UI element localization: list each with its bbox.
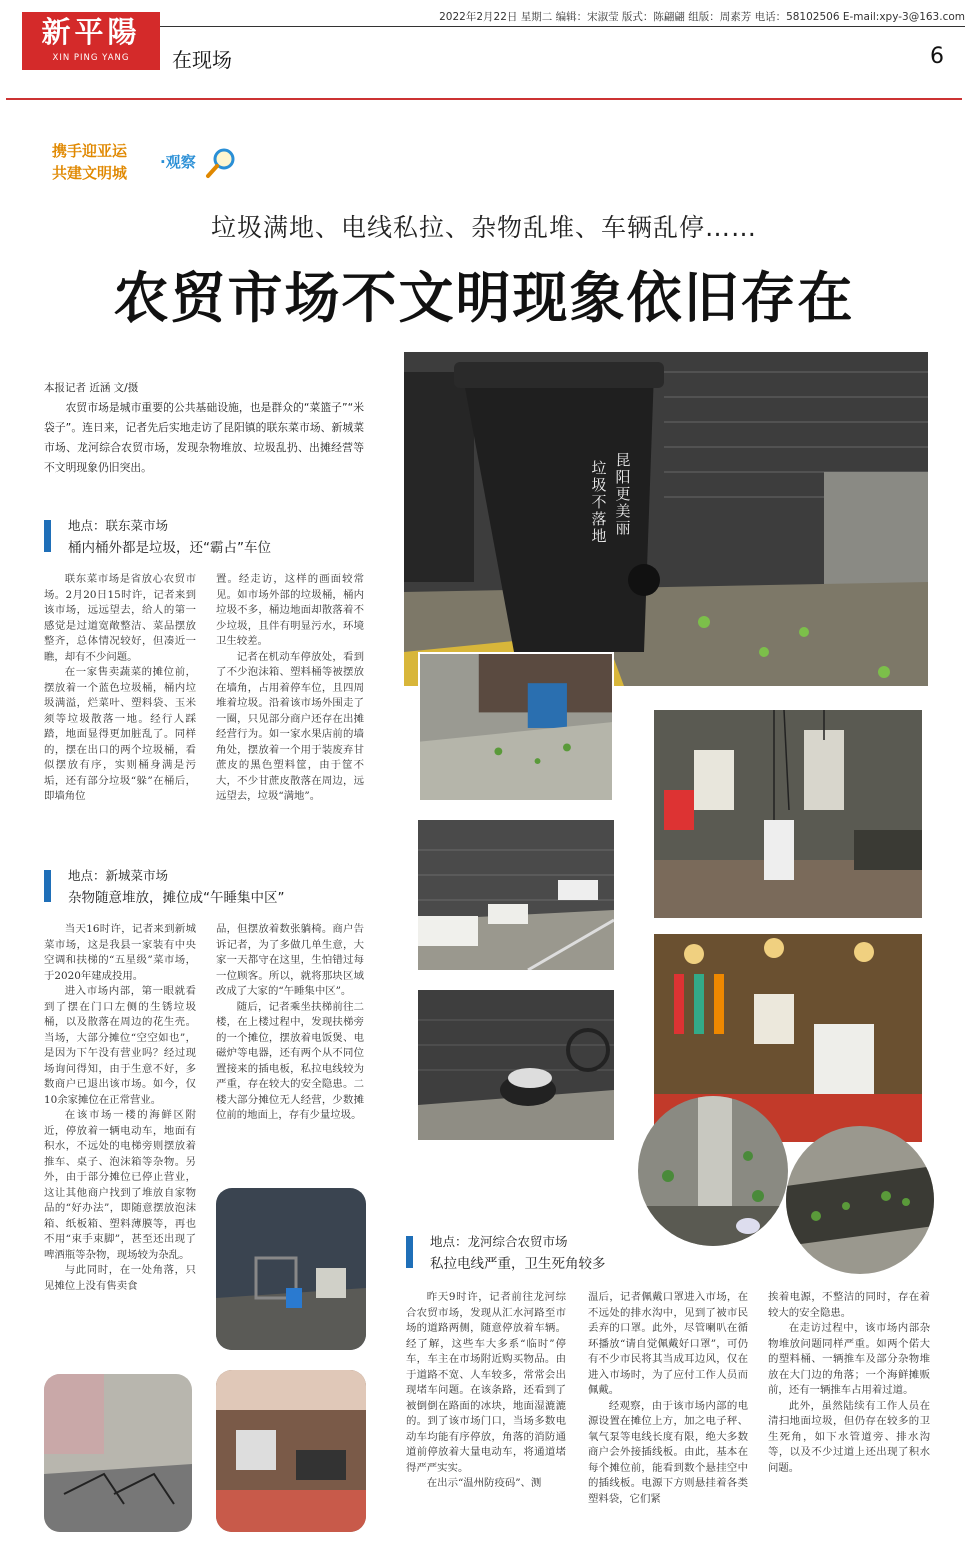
column-longhe-2	[588, 1290, 748, 1507]
paragraph: 在出示“温州防疫码”、测	[426, 1477, 542, 1489]
photo-foam-boxes	[418, 820, 614, 970]
subhead-bar	[44, 870, 51, 902]
column-xincheng-2	[216, 922, 364, 1124]
paragraph: 进入市场内部，第一眼就看到了摆在门口左侧的生锈垃圾桶，以及散落在周边的花生壳。当场，大部分摊位“空空如也”，是因为下午没有营业吗？经过现场询问得知，由于生意不好，多数商户已退出该市场。如今，仅10余家摊位在正常营业。	[44, 985, 196, 1106]
newspaper-logo	[22, 12, 160, 70]
photo-blue-bin	[418, 652, 614, 802]
paragraph: 挨着电源，不整洁的同时，存在着较大的安全隐患。	[768, 1291, 930, 1319]
subhead-xincheng	[44, 866, 364, 906]
logo-title: 新平陽	[41, 15, 141, 49]
photo-trash-bins	[404, 352, 928, 686]
subhead-title: 桶内桶外都是垃圾，还“霸占”车位	[68, 540, 271, 556]
photo-hanging-wires	[654, 710, 922, 918]
column-xincheng-1	[44, 922, 196, 1294]
photo-drain-pipe	[638, 1096, 788, 1246]
paragraph: 记者在机动车停放处，看到了不少泡沫箱、塑料桶等被摆放在墙角，占用着停车位，且四周堆着垃圾。沿着该市场外围走了一圈，只见部分商户还存在出摊经营行为。如一家水果店前的墙角处，摆放着一个用于装废弃甘蔗皮的黑色塑料筐，由于筐不大，不少甘蔗皮散落在周边，远远望去，垃圾“满地”。	[216, 650, 364, 802]
badge-line-2: 共建文明城	[52, 164, 128, 182]
photo-drain-ditch	[786, 1126, 934, 1274]
byline: 本报记者 近涵 文/摄	[44, 382, 139, 394]
header-rule	[160, 26, 965, 27]
subhead-longhe	[406, 1232, 706, 1272]
badge-line-1: 携手迎亚运	[52, 142, 128, 160]
paragraph: 随后，记者乘坐扶梯前往二楼，在上楼过程中，发现扶梯旁的一个摊位，摆放着电饭煲、电磁炉等电器，还有两个从不同位置接来的插电板，私拉电线较为严重，存在较大的安全隐患。二楼大部分摊位无人经营，少数摊位前的地面上，存有少量垃圾。	[216, 1000, 364, 1121]
column-liandong-2	[216, 572, 364, 805]
subhead-title: 杂物随意堆放，摊位成“午睡集中区”	[68, 890, 285, 906]
subhead-liandong	[44, 516, 364, 556]
paragraph: 在走访过程中，该市场内部杂物堆放问题同样严重。如两个偌大的塑料桶、一辆推车及部分杂物堆放在大门边的角落；一个海鲜摊贩前，还有一辆推车占用着过道。	[768, 1322, 930, 1396]
bin-label-2: 昆阳更美丽	[615, 451, 631, 537]
campaign-badge	[36, 134, 246, 194]
subhead-location: 地点：龙河综合农贸市场	[430, 1234, 568, 1249]
column-longhe-1	[406, 1290, 566, 1492]
paragraph: 在该市场一楼的海鲜区附近，停放着一辆电动车，地面有积水，不远处的电梯旁则摆放着推车、桌子、泡沫箱等杂物。另外，由于部分摊位已停止营业，这让其他商户找到了堆放自家物品的“好办法”，即随意摆放泡沫箱、纸板箱、塑料薄膜等，再也不用“束手束脚”，甚至还出现了啤酒瓶等杂物，现场较为杂乱。	[44, 1109, 196, 1261]
headline: 农贸市场不文明现象依旧存在	[113, 266, 855, 330]
paragraph: 与此同时，在一处角落，只见摊位上没有售卖食	[44, 1264, 196, 1292]
paragraph: 品，但摆放着数张躺椅。商户告诉记者，为了多做几单生意，大家一天都守在这里，生怕错过每一位顾客。所以，就将那块区域改成了大家的“午睡集中区”。	[216, 923, 364, 997]
column-liandong-1	[44, 572, 196, 805]
subhead-title: 私拉电线严重，卫生死角较多	[430, 1256, 606, 1272]
paragraph: 昨天9时许，记者前往龙河综合农贸市场，发现从汇水河路至市场的道路两侧，随意停放着车辆。经了解，这些车大多系“临时”停车，车主在市场附近购买物品。由于道路不宽、人车较多，常常会出现堵车问题。在该条路，还看到了被倒倒在路面的冰块，地面湿漉漉的。到了该市场门口，当场多数电动车均能有序停放，角落的消防通道前停放着大量电动车，将通道堵得严严实实。	[406, 1291, 566, 1474]
paragraph: 此外，虽然陆续有工作人员在清扫地面垃圾，但仍存在较多的卫生死角，如下水管道旁、排水沟等，以及不少过道上还出现了积水问题。	[768, 1399, 930, 1474]
paragraph: 联东菜市场是省放心农贸市场。2月20日15时许，记者来到该市场，远远望去，给人的第一感觉是过道宽敞整洁、菜品摆放整齐，总体情况较好，但凑近一瞧，却有不少问题。	[44, 573, 196, 663]
paragraph: 在一家售卖蔬菜的摊位前，摆放着一个蓝色垃圾桶，桶内垃圾满溢，烂菜叶、塑料袋、玉米须等垃圾散落一地。经行人踩踏，地面显得更加脏乱了。同样的，摆在出口的两个垃圾桶，看似摆放有序，实则桶身满是污垢，还有部分垃圾“躲”在桶后，即墙角位	[44, 666, 196, 802]
kicker: 垃圾满地、电线私拉、杂物乱堆、车辆乱停……	[210, 213, 757, 242]
logo-subtitle: XIN PING YANG	[52, 53, 130, 63]
header-divider	[6, 98, 962, 100]
bin-label-1: 垃圾不落地	[591, 459, 607, 545]
paragraph: 经观察，由于该市场内部的电源设置在摊位上方，加之电子秤、氧气泵等电线长度有限，绝大多数商户会外接插线板。由此，基本在每个摊位前，能看到数个悬挂空中的插线板。电源下方则悬挂着各类塑料袋，它们紧	[588, 1399, 748, 1505]
section-name: 在现场	[172, 48, 232, 72]
paragraph: 置。经走访，这样的画面较常见。如市场外部的垃圾桶，桶内垃圾不多，桶边地面却散落着不少垃圾，且伴有明显污水，环境卫生较差。	[216, 573, 364, 647]
magnifier-icon	[204, 146, 238, 180]
lead-paragraph: 农贸市场是城市重要的公共基础设施，也是群众的“菜篮子”“米袋子”。连日来，记者先后实地走访了昆阳镇的联东菜市场、新城菜市场、龙河综合农贸市场，发现杂物堆放、垃圾乱扔、出摊经营等不文明现象仍旧突出。	[44, 401, 364, 474]
photo-carts-corner	[216, 1188, 366, 1350]
issue-info: 2022年2月22日 星期二 编辑：宋淑莹 版式：陈翩翩 组版：周素芳 电话：58102506 E-mail:xpy-3@163.com	[439, 11, 965, 23]
photo-lounge-chairs	[44, 1374, 192, 1532]
page-number: 6	[930, 44, 944, 69]
subhead-bar	[406, 1236, 413, 1268]
paragraph: 当天16时许，记者来到新城菜市场，这是我县一家装有中央空调和扶梯的“五星级”菜市场，于2020年建成投用。	[44, 923, 196, 982]
photo-sugarcane-basket	[418, 990, 614, 1140]
subhead-bar	[44, 520, 51, 552]
paragraph: 温后，记者佩戴口罩进入市场，在不远处的排水沟中，见到了被市民丢弃的口罩。此外，尽管喇叭在循环播放“请自觉佩戴好口罩”，可仍有不少市民将其当成耳边风，仅在进入市场时，为了应付工作人员而佩戴。	[588, 1291, 748, 1396]
badge-observe: ·观察	[160, 153, 196, 171]
subhead-location: 地点：新城菜市场	[68, 868, 169, 883]
column-longhe-3	[768, 1290, 930, 1476]
subhead-location: 地点：联东菜市场	[68, 518, 169, 533]
photo-appliances-stall	[216, 1370, 366, 1532]
